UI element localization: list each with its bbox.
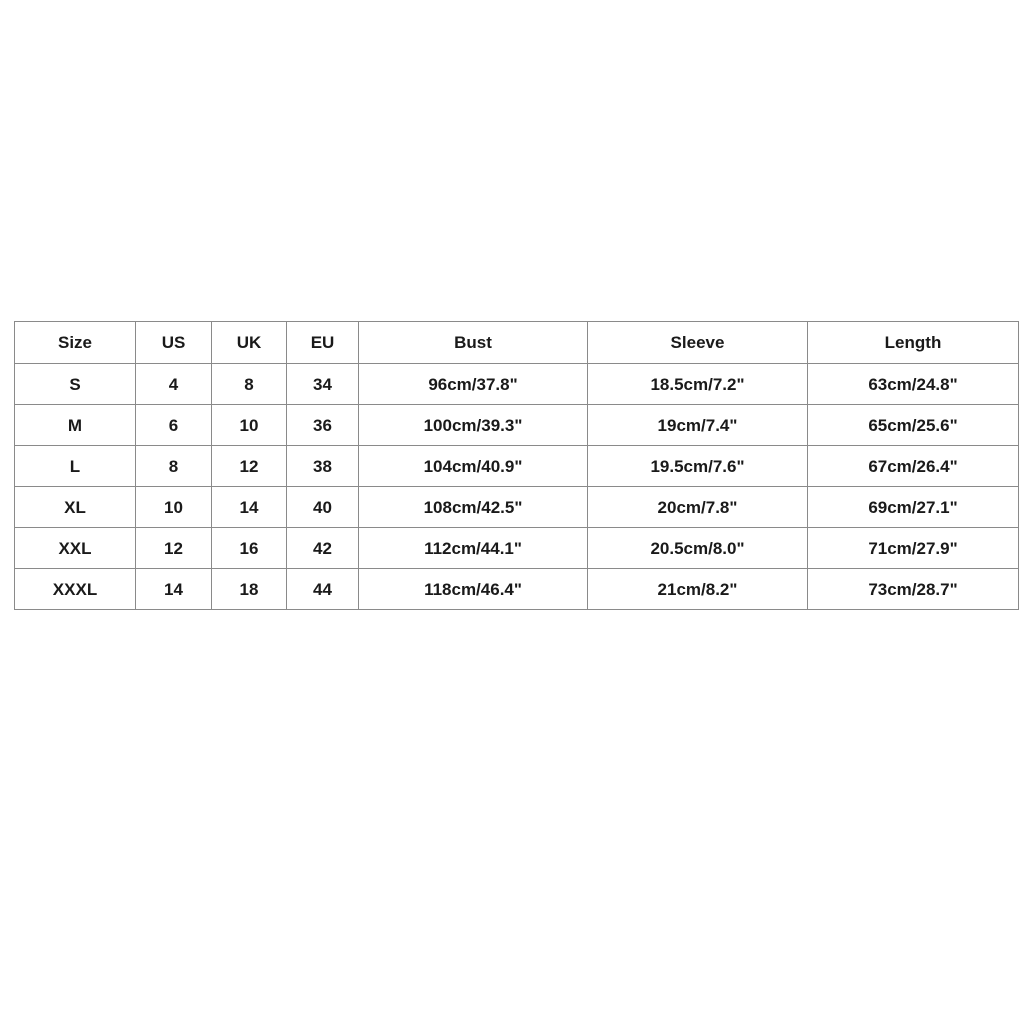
header-size: Size [15, 322, 136, 364]
cell-us: 14 [136, 569, 212, 610]
header-bust: Bust [359, 322, 588, 364]
cell-uk: 16 [212, 528, 287, 569]
cell-eu: 38 [287, 446, 359, 487]
cell-size: S [15, 364, 136, 405]
cell-length: 65cm/25.6" [808, 405, 1019, 446]
cell-bust: 118cm/46.4" [359, 569, 588, 610]
table-row [15, 405, 1019, 446]
cell-us: 10 [136, 487, 212, 528]
size-chart-body [15, 364, 1019, 610]
header-length: Length [808, 322, 1019, 364]
cell-us: 6 [136, 405, 212, 446]
header-row [15, 322, 1019, 364]
cell-bust: 108cm/42.5" [359, 487, 588, 528]
cell-sleeve: 19.5cm/7.6" [588, 446, 808, 487]
cell-us: 4 [136, 364, 212, 405]
cell-length: 67cm/26.4" [808, 446, 1019, 487]
cell-size: M [15, 405, 136, 446]
table-row [15, 364, 1019, 405]
cell-eu: 44 [287, 569, 359, 610]
table-row [15, 446, 1019, 487]
cell-eu: 36 [287, 405, 359, 446]
cell-us: 12 [136, 528, 212, 569]
cell-us: 8 [136, 446, 212, 487]
cell-eu: 40 [287, 487, 359, 528]
cell-eu: 34 [287, 364, 359, 405]
cell-uk: 10 [212, 405, 287, 446]
header-eu: EU [287, 322, 359, 364]
cell-sleeve: 21cm/8.2" [588, 569, 808, 610]
header-uk: UK [212, 322, 287, 364]
size-chart-header [15, 322, 1019, 364]
cell-bust: 100cm/39.3" [359, 405, 588, 446]
cell-length: 63cm/24.8" [808, 364, 1019, 405]
header-sleeve: Sleeve [588, 322, 808, 364]
cell-uk: 12 [212, 446, 287, 487]
cell-uk: 8 [212, 364, 287, 405]
cell-size: XXXL [15, 569, 136, 610]
cell-bust: 112cm/44.1" [359, 528, 588, 569]
cell-size: XXL [15, 528, 136, 569]
cell-eu: 42 [287, 528, 359, 569]
cell-sleeve: 18.5cm/7.2" [588, 364, 808, 405]
header-us: US [136, 322, 212, 364]
cell-bust: 96cm/37.8" [359, 364, 588, 405]
cell-sleeve: 20cm/7.8" [588, 487, 808, 528]
table-row [15, 528, 1019, 569]
cell-bust: 104cm/40.9" [359, 446, 588, 487]
table-row [15, 487, 1019, 528]
size-chart-table [14, 321, 1019, 610]
table-row [15, 569, 1019, 610]
cell-size: XL [15, 487, 136, 528]
cell-sleeve: 19cm/7.4" [588, 405, 808, 446]
cell-uk: 14 [212, 487, 287, 528]
cell-uk: 18 [212, 569, 287, 610]
cell-sleeve: 20.5cm/8.0" [588, 528, 808, 569]
cell-length: 71cm/27.9" [808, 528, 1019, 569]
cell-length: 69cm/27.1" [808, 487, 1019, 528]
cell-length: 73cm/28.7" [808, 569, 1019, 610]
cell-size: L [15, 446, 136, 487]
